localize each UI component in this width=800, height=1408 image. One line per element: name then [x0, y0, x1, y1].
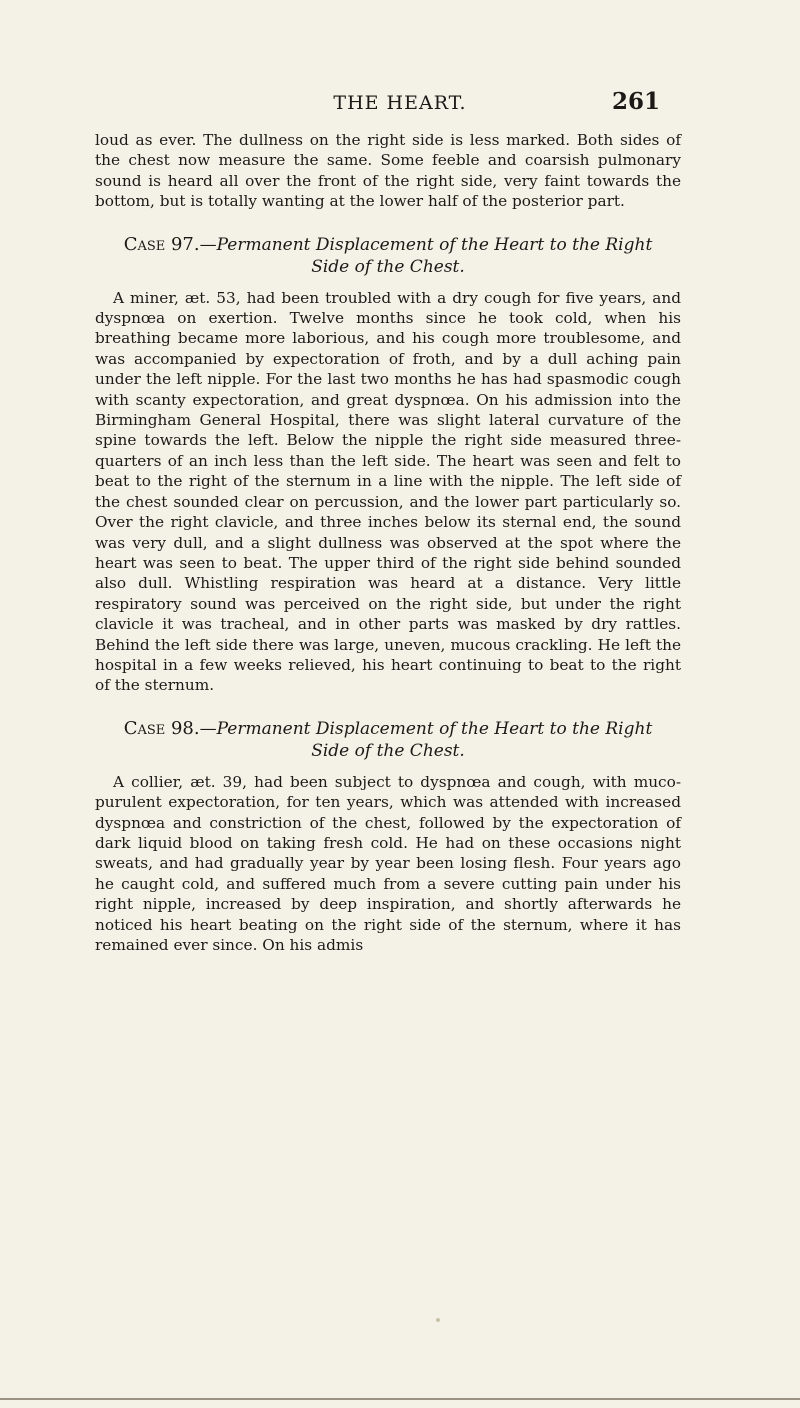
ink-speck — [436, 1318, 440, 1322]
case-97-heading — [95, 234, 681, 278]
case-98-body: A collier, æt. 39, had been subject to dyspnœa and cough, with muco-purulent expectoration, for ten years, which was attended with increased dyspnœa and constriction of the chest, followed by the expectoration of dark liquid blood on taking fresh cold. He had on these occasions night sweats, and had gradually year by year been losing flesh. Four years ago he caught cold, and suffered much from a severe cutting pain under his right nipple, increased by deep inspiration, and shortly afterwards he noticed his heart beating on the right side of the sternum, where it has remained ever since. On his admis — [95, 772, 681, 954]
case-98-title-line2: Side of the Chest. — [311, 740, 465, 761]
page-number: 261 — [611, 88, 660, 115]
case-97-body: A miner, æt. 53, had been troubled with a dry cough for five years, and dyspnœa on exertion. Twelve months since he took cold, when his breathing became more laborious, and his cough more troublesome, and was accompanied by expectoration of froth, and by a dull aching pain under the left nipple. For the last two months he has had spasmodic cough with scanty expectoration, and great dyspnœa. On his admission into the Birmingham General Hospital, there was slight lateral curvature of the spine towards the left. Below the nipple the right side measured three-quarters of an inch less than the left side. The heart was seen and felt to beat to the right of the sternum in a line with the nipple. The left side of the chest sounded clear on percussion, and the lower part particularly so. Over the right clavicle, and three inches below its sternal end, the sound was very dull, and a slight dullness was observed at the spot where the heart was seen to beat. The upper third of the right side behind sounded also dull. Whistling respiration was heard at a distance. Very little respiratory sound was perceived on the right side, but under the right clavicle it was tracheal, and in other parts was masked by dry rattles. Behind the left side there was large, uneven, mucous crackling. He left the hospital in a few weeks relieved, his heart continuing to beat to the right of the sternum. — [95, 288, 681, 695]
case-97-dash: — — [199, 234, 217, 255]
case-98-dash: — — [199, 718, 217, 739]
page-body — [95, 130, 681, 955]
case-98-title-line1: Permanent Displacement of the Heart to the Right — [216, 718, 653, 739]
case-98-heading — [95, 718, 681, 762]
intro-paragraph: loud as ever. The dullness on the right side is less marked. Both sides of the chest now measure the same. Some feeble and coarsish pulmonary sound is heard all over the front of the right side, very faint towards the bottom, but is totally wanting at the lower half of the posterior part. — [95, 131, 681, 211]
case-97-title-line2: Side of the Chest. — [311, 256, 465, 277]
case-98-label: Case 98. — [123, 717, 200, 739]
case-97-label: Case 97. — [123, 233, 200, 255]
page-bottom-edge — [0, 1398, 800, 1400]
page-header — [0, 88, 800, 124]
case-97-title-line1: Permanent Displacement of the Heart to the Right — [216, 234, 653, 255]
running-head: THE HEART. — [333, 92, 467, 114]
